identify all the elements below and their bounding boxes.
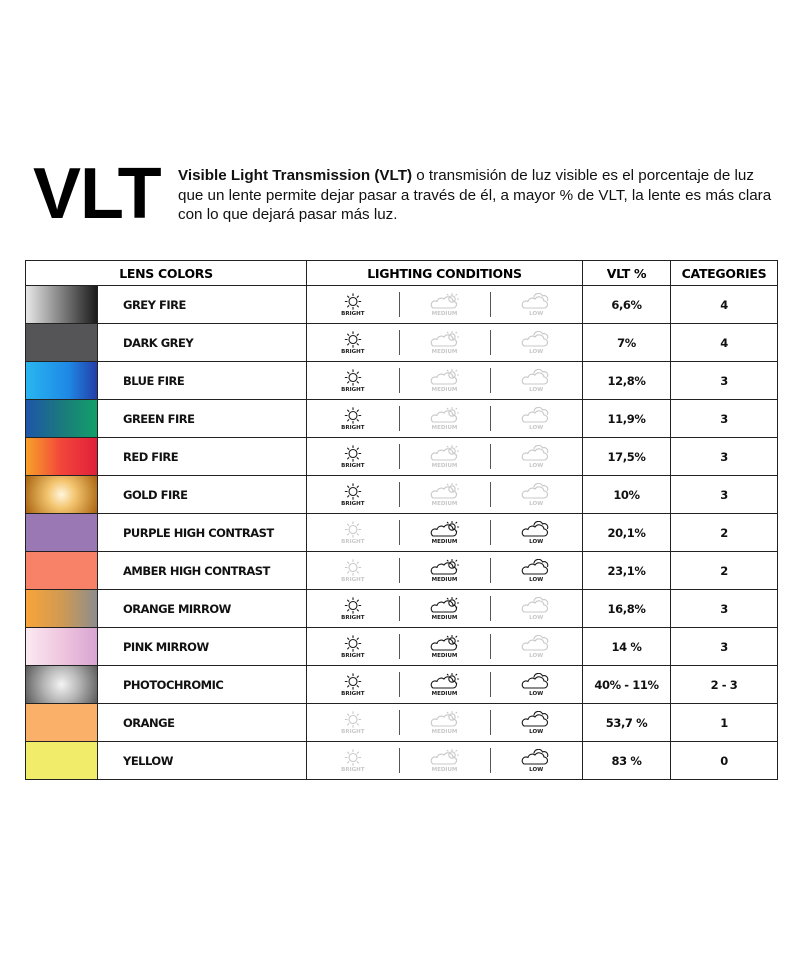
table-row bbox=[26, 514, 778, 552]
condition-medium bbox=[399, 590, 491, 627]
lens-swatch-cell bbox=[26, 514, 98, 552]
condition-label-bright: BRIGHT bbox=[341, 348, 365, 355]
condition-label-low: LOW bbox=[529, 728, 544, 735]
partly-cloudy-icon bbox=[428, 711, 462, 728]
cloudy-icon bbox=[519, 749, 553, 766]
condition-label-low: LOW bbox=[529, 310, 544, 317]
lens-swatch-cell bbox=[26, 476, 98, 514]
condition-label-low: LOW bbox=[529, 576, 544, 583]
header-lens-colors: LENS COLORS bbox=[26, 261, 307, 286]
vlt-value: 83 % bbox=[583, 742, 671, 780]
condition-bright bbox=[307, 742, 399, 779]
condition-label-low: LOW bbox=[529, 538, 544, 545]
header-vlt: VLT % bbox=[583, 261, 671, 286]
condition-label-low: LOW bbox=[529, 386, 544, 393]
condition-label-medium: MEDIUM bbox=[431, 728, 458, 735]
lens-name: BLUE FIRE bbox=[98, 362, 307, 400]
table-row bbox=[26, 362, 778, 400]
lens-name: GREEN FIRE bbox=[98, 400, 307, 438]
condition-low bbox=[490, 666, 582, 703]
lens-name: ORANGE MIRROW bbox=[98, 590, 307, 628]
condition-medium bbox=[399, 286, 491, 323]
lens-color-swatch bbox=[26, 628, 97, 665]
lens-name: PHOTOCHROMIC bbox=[98, 666, 307, 704]
category-value: 2 bbox=[671, 552, 778, 590]
vlt-value: 11,9% bbox=[583, 400, 671, 438]
partly-cloudy-icon bbox=[428, 749, 462, 766]
cloudy-icon bbox=[519, 521, 553, 538]
cloudy-icon bbox=[519, 483, 553, 500]
vlt-value: 16,8% bbox=[583, 590, 671, 628]
table-row bbox=[26, 438, 778, 476]
condition-medium bbox=[399, 514, 491, 551]
condition-label-medium: MEDIUM bbox=[431, 386, 458, 393]
condition-low bbox=[490, 628, 582, 665]
condition-label-low: LOW bbox=[529, 424, 544, 431]
condition-bright bbox=[307, 704, 399, 741]
category-value: 2 - 3 bbox=[671, 666, 778, 704]
sun-icon bbox=[342, 521, 364, 538]
condition-label-low: LOW bbox=[529, 500, 544, 507]
lighting-conditions-cell bbox=[307, 514, 583, 552]
header-lighting-conditions: LIGHTING CONDITIONS bbox=[307, 261, 583, 286]
condition-medium bbox=[399, 704, 491, 741]
lens-swatch-cell bbox=[26, 438, 98, 476]
partly-cloudy-icon bbox=[428, 635, 462, 652]
lens-swatch-cell bbox=[26, 628, 98, 666]
category-value: 3 bbox=[671, 590, 778, 628]
lens-swatch-cell bbox=[26, 666, 98, 704]
lighting-conditions-cell bbox=[307, 704, 583, 742]
lens-color-swatch bbox=[26, 438, 97, 475]
lens-color-swatch bbox=[26, 324, 97, 361]
condition-bright bbox=[307, 324, 399, 361]
sun-icon bbox=[342, 559, 364, 576]
condition-bright bbox=[307, 590, 399, 627]
condition-low bbox=[490, 552, 582, 589]
lens-color-swatch bbox=[26, 590, 97, 627]
condition-label-medium: MEDIUM bbox=[431, 500, 458, 507]
table-row bbox=[26, 552, 778, 590]
cloudy-icon bbox=[519, 445, 553, 462]
vlt-value: 14 % bbox=[583, 628, 671, 666]
lens-color-swatch bbox=[26, 400, 97, 437]
condition-label-bright: BRIGHT bbox=[341, 386, 365, 393]
lens-name: YELLOW bbox=[98, 742, 307, 780]
sun-icon bbox=[342, 635, 364, 652]
sun-icon bbox=[342, 293, 364, 310]
condition-low bbox=[490, 590, 582, 627]
condition-bright bbox=[307, 286, 399, 323]
condition-label-medium: MEDIUM bbox=[431, 614, 458, 621]
cloudy-icon bbox=[519, 407, 553, 424]
condition-medium bbox=[399, 400, 491, 437]
condition-label-bright: BRIGHT bbox=[341, 652, 365, 659]
table-row bbox=[26, 476, 778, 514]
lens-color-swatch bbox=[26, 286, 97, 323]
partly-cloudy-icon bbox=[428, 673, 462, 690]
lens-color-swatch bbox=[26, 514, 97, 551]
lens-name: PURPLE HIGH CONTRAST bbox=[98, 514, 307, 552]
condition-label-low: LOW bbox=[529, 348, 544, 355]
cloudy-icon bbox=[519, 673, 553, 690]
lens-color-swatch bbox=[26, 552, 97, 589]
lens-name: DARK GREY bbox=[98, 324, 307, 362]
lens-name: PINK MIRROW bbox=[98, 628, 307, 666]
cloudy-icon bbox=[519, 293, 553, 310]
category-value: 3 bbox=[671, 362, 778, 400]
intro-bold-term: Visible Light Transmission (VLT) bbox=[178, 167, 413, 184]
partly-cloudy-icon bbox=[428, 407, 462, 424]
intro-paragraph bbox=[178, 166, 776, 225]
cloudy-icon bbox=[519, 597, 553, 614]
table-row bbox=[26, 286, 778, 324]
table-row bbox=[26, 666, 778, 704]
lens-name: RED FIRE bbox=[98, 438, 307, 476]
condition-label-bright: BRIGHT bbox=[341, 500, 365, 507]
condition-bright bbox=[307, 514, 399, 551]
vlt-value: 53,7 % bbox=[583, 704, 671, 742]
lighting-conditions-cell bbox=[307, 476, 583, 514]
condition-bright bbox=[307, 400, 399, 437]
cloudy-icon bbox=[519, 559, 553, 576]
condition-label-low: LOW bbox=[529, 766, 544, 773]
condition-label-low: LOW bbox=[529, 462, 544, 469]
condition-medium bbox=[399, 628, 491, 665]
lighting-conditions-cell bbox=[307, 324, 583, 362]
vlt-value: 6,6% bbox=[583, 286, 671, 324]
category-value: 4 bbox=[671, 324, 778, 362]
lens-color-swatch bbox=[26, 362, 97, 399]
cloudy-icon bbox=[519, 369, 553, 386]
condition-label-medium: MEDIUM bbox=[431, 538, 458, 545]
partly-cloudy-icon bbox=[428, 521, 462, 538]
header-categories: CATEGORIES bbox=[671, 261, 778, 286]
condition-bright bbox=[307, 476, 399, 513]
lens-name: ORANGE bbox=[98, 704, 307, 742]
condition-medium bbox=[399, 438, 491, 475]
condition-low bbox=[490, 742, 582, 779]
lens-name: GREY FIRE bbox=[98, 286, 307, 324]
condition-medium bbox=[399, 324, 491, 361]
lighting-conditions-cell bbox=[307, 628, 583, 666]
lens-swatch-cell bbox=[26, 400, 98, 438]
table-row bbox=[26, 324, 778, 362]
condition-low bbox=[490, 362, 582, 399]
sun-icon bbox=[342, 749, 364, 766]
condition-low bbox=[490, 324, 582, 361]
condition-low bbox=[490, 476, 582, 513]
lighting-conditions-cell bbox=[307, 362, 583, 400]
condition-label-medium: MEDIUM bbox=[431, 462, 458, 469]
condition-label-medium: MEDIUM bbox=[431, 576, 458, 583]
lighting-conditions-cell bbox=[307, 286, 583, 324]
condition-medium bbox=[399, 362, 491, 399]
lighting-conditions-cell bbox=[307, 590, 583, 628]
table-row bbox=[26, 590, 778, 628]
vlt-value: 12,8% bbox=[583, 362, 671, 400]
table-header-row bbox=[26, 261, 778, 286]
condition-medium bbox=[399, 476, 491, 513]
condition-label-medium: MEDIUM bbox=[431, 424, 458, 431]
condition-bright bbox=[307, 628, 399, 665]
partly-cloudy-icon bbox=[428, 331, 462, 348]
category-value: 3 bbox=[671, 476, 778, 514]
condition-low bbox=[490, 514, 582, 551]
lighting-conditions-cell bbox=[307, 742, 583, 780]
condition-medium bbox=[399, 666, 491, 703]
lens-swatch-cell bbox=[26, 742, 98, 780]
partly-cloudy-icon bbox=[428, 597, 462, 614]
partly-cloudy-icon bbox=[428, 483, 462, 500]
vlt-value: 7% bbox=[583, 324, 671, 362]
condition-label-bright: BRIGHT bbox=[341, 766, 365, 773]
condition-label-medium: MEDIUM bbox=[431, 766, 458, 773]
lighting-conditions-cell bbox=[307, 666, 583, 704]
table-row bbox=[26, 400, 778, 438]
table-row bbox=[26, 742, 778, 780]
condition-bright bbox=[307, 362, 399, 399]
lens-swatch-cell bbox=[26, 286, 98, 324]
condition-low bbox=[490, 400, 582, 437]
sun-icon bbox=[342, 673, 364, 690]
category-value: 3 bbox=[671, 438, 778, 476]
vlt-value: 40% - 11% bbox=[583, 666, 671, 704]
condition-label-bright: BRIGHT bbox=[341, 576, 365, 583]
condition-low bbox=[490, 286, 582, 323]
sun-icon bbox=[342, 483, 364, 500]
cloudy-icon bbox=[519, 635, 553, 652]
condition-bright bbox=[307, 438, 399, 475]
vlt-value: 10% bbox=[583, 476, 671, 514]
condition-medium bbox=[399, 552, 491, 589]
vlt-value: 23,1% bbox=[583, 552, 671, 590]
lens-color-swatch bbox=[26, 476, 97, 513]
lens-color-swatch bbox=[26, 704, 97, 741]
lens-color-swatch bbox=[26, 742, 97, 779]
cloudy-icon bbox=[519, 331, 553, 348]
condition-label-medium: MEDIUM bbox=[431, 652, 458, 659]
sun-icon bbox=[342, 369, 364, 386]
condition-label-bright: BRIGHT bbox=[341, 538, 365, 545]
condition-bright bbox=[307, 666, 399, 703]
table-row bbox=[26, 704, 778, 742]
category-value: 1 bbox=[671, 704, 778, 742]
condition-label-low: LOW bbox=[529, 614, 544, 621]
lighting-conditions-cell bbox=[307, 438, 583, 476]
lens-swatch-cell bbox=[26, 324, 98, 362]
cloudy-icon bbox=[519, 711, 553, 728]
condition-label-bright: BRIGHT bbox=[341, 462, 365, 469]
condition-low bbox=[490, 704, 582, 741]
category-value: 3 bbox=[671, 628, 778, 666]
condition-label-low: LOW bbox=[529, 652, 544, 659]
sun-icon bbox=[342, 331, 364, 348]
table-row bbox=[26, 628, 778, 666]
condition-label-medium: MEDIUM bbox=[431, 310, 458, 317]
lens-swatch-cell bbox=[26, 362, 98, 400]
vlt-table bbox=[25, 260, 778, 780]
condition-label-bright: BRIGHT bbox=[341, 614, 365, 621]
vlt-value: 17,5% bbox=[583, 438, 671, 476]
page-title: VLT bbox=[33, 154, 161, 234]
lens-color-swatch bbox=[26, 666, 97, 703]
lens-name: AMBER HIGH CONTRAST bbox=[98, 552, 307, 590]
partly-cloudy-icon bbox=[428, 293, 462, 310]
condition-label-low: LOW bbox=[529, 690, 544, 697]
lens-swatch-cell bbox=[26, 590, 98, 628]
category-value: 2 bbox=[671, 514, 778, 552]
condition-label-medium: MEDIUM bbox=[431, 690, 458, 697]
partly-cloudy-icon bbox=[428, 559, 462, 576]
category-value: 0 bbox=[671, 742, 778, 780]
condition-label-bright: BRIGHT bbox=[341, 310, 365, 317]
condition-low bbox=[490, 438, 582, 475]
condition-label-bright: BRIGHT bbox=[341, 728, 365, 735]
sun-icon bbox=[342, 445, 364, 462]
sun-icon bbox=[342, 711, 364, 728]
lighting-conditions-cell bbox=[307, 552, 583, 590]
lens-name: GOLD FIRE bbox=[98, 476, 307, 514]
sun-icon bbox=[342, 597, 364, 614]
lens-swatch-cell bbox=[26, 552, 98, 590]
intro-text: o transmisión de luz visible es el porcentaje de luz que un lente permite dejar pasar a través de él, a mayor % de VLT, la lente es más clara con lo que dejará pasar más luz. bbox=[178, 167, 772, 223]
condition-label-bright: BRIGHT bbox=[341, 690, 365, 697]
lighting-conditions-cell bbox=[307, 400, 583, 438]
condition-medium bbox=[399, 742, 491, 779]
category-value: 4 bbox=[671, 286, 778, 324]
condition-bright bbox=[307, 552, 399, 589]
partly-cloudy-icon bbox=[428, 369, 462, 386]
sun-icon bbox=[342, 407, 364, 424]
vlt-value: 20,1% bbox=[583, 514, 671, 552]
category-value: 3 bbox=[671, 400, 778, 438]
condition-label-bright: BRIGHT bbox=[341, 424, 365, 431]
lens-swatch-cell bbox=[26, 704, 98, 742]
condition-label-medium: MEDIUM bbox=[431, 348, 458, 355]
partly-cloudy-icon bbox=[428, 445, 462, 462]
